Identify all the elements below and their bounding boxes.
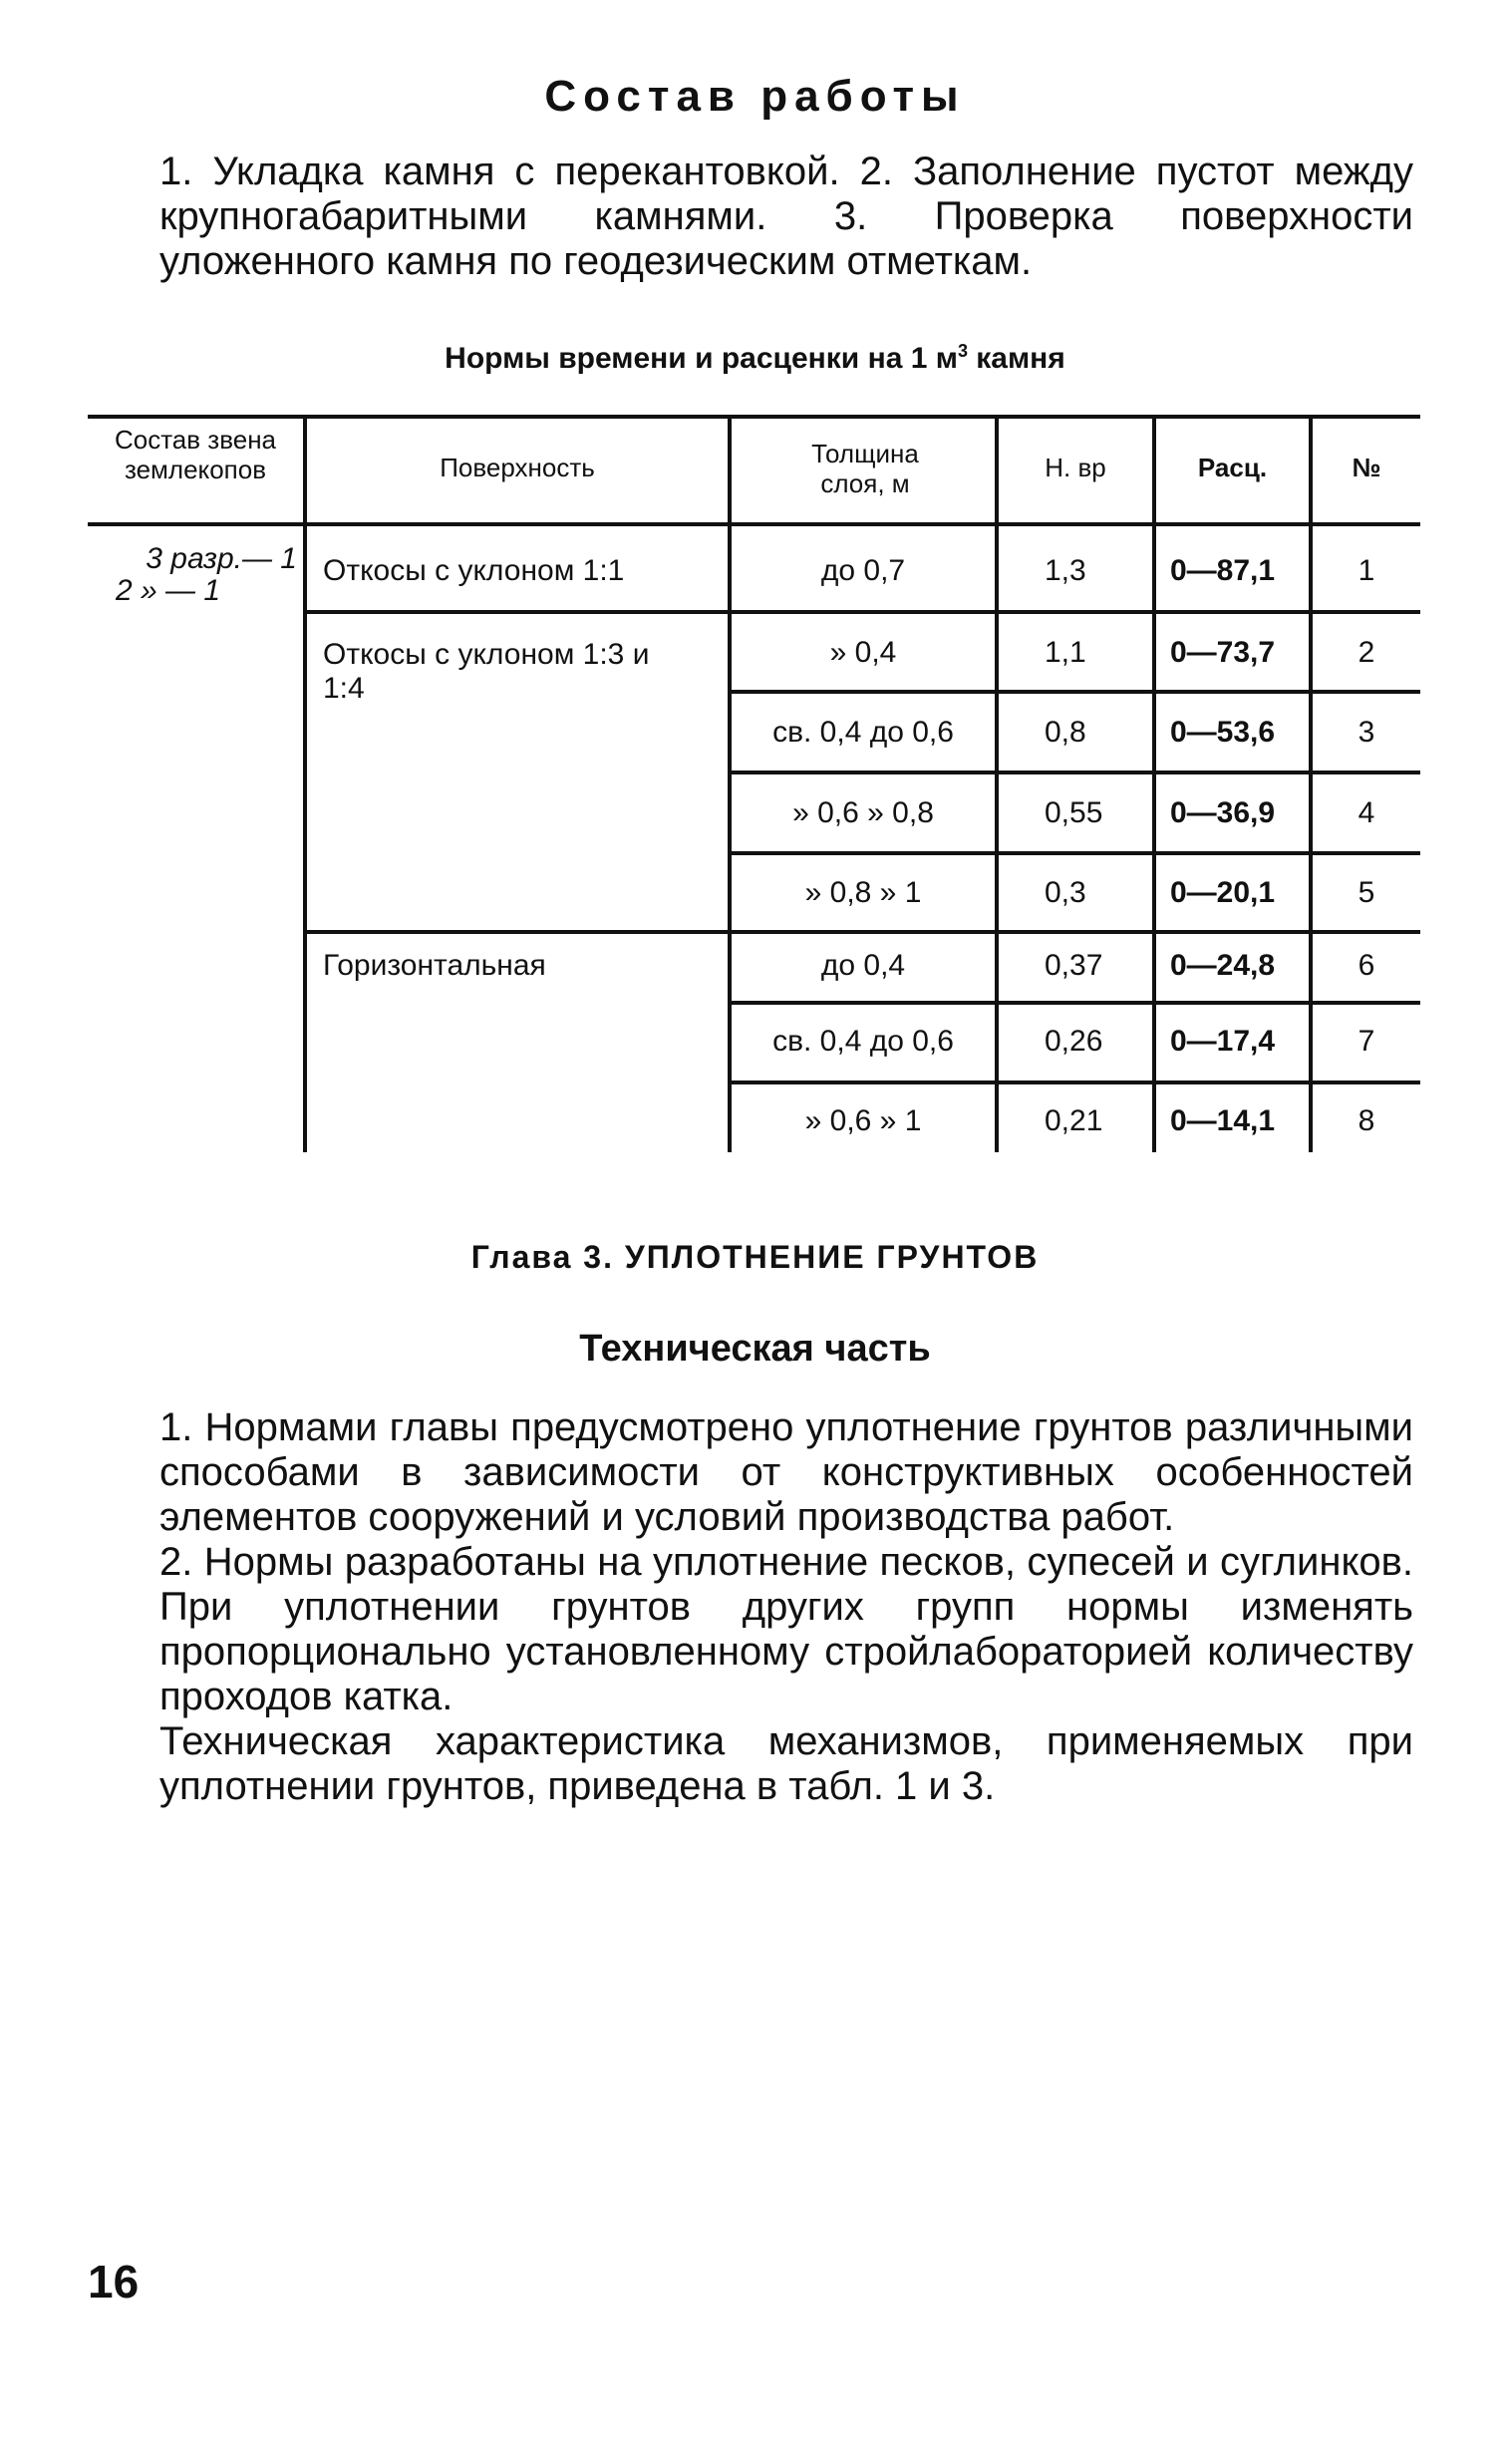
- header-rate: Расц.: [1197, 453, 1268, 482]
- surface-2: Откосы с уклоном 1:3 и 1:4: [323, 638, 650, 705]
- row-2-num: 2: [1358, 636, 1375, 669]
- row-2-thickness: » 0,4: [829, 636, 897, 669]
- work-description: [88, 150, 1413, 284]
- row-8-norm: 0,21: [1045, 1104, 1103, 1137]
- row-3-num: 3: [1358, 716, 1375, 749]
- crew-line-1: 3 разр.— 1: [146, 542, 297, 575]
- surface-1: Откосы с уклоном 1:1: [323, 554, 625, 587]
- row-1-thickness: до 0,7: [820, 554, 906, 587]
- row-1-norm: 1,3: [1045, 554, 1086, 587]
- paragraph-3: Техническая характеристика механизмов, применяемых при уплотнении грунтов, приведена в табл. 1 и 3.: [159, 1719, 1413, 1808]
- row-6-rate: 0—24,8: [1170, 949, 1276, 982]
- row-8-thickness: » 0,6 » 1: [804, 1104, 922, 1137]
- row-4-rate: 0—36,9: [1170, 796, 1276, 829]
- crew-line-2: 2 » — 1: [116, 574, 221, 607]
- section-title: Состав работы: [544, 72, 966, 121]
- row-5-rate: 0—20,1: [1170, 876, 1276, 909]
- row-6-norm: 0,37: [1045, 949, 1103, 982]
- header-num: №: [1352, 453, 1381, 482]
- row-8-rate: 0—14,1: [1170, 1104, 1276, 1137]
- paragraph-1: 1. Нормами главы предусмотрено уплотнение грунтов различными способами в зависимости от конструктивных особенностей элементов сооружений и условий производства работ.: [159, 1405, 1413, 1539]
- header-thickness: Толщина слоя, м: [811, 439, 919, 498]
- row-6-num: 6: [1358, 949, 1375, 982]
- work-description-text: 1. Укладка камня с перекантовкой. 2. Заполнение пустот между крупногабаритными камнями. 3. Проверка поверхности уложенного камня по геодезическим отметкам.: [159, 150, 1413, 283]
- chapter-subtitle: Техническая часть: [579, 1328, 931, 1370]
- paragraph-2: 2. Нормы разработаны на уплотнение песков, супесей и суглинков. При уплотнении грунтов других групп нормы изменять пропорционально установленному стройлабораторией количеству проходов катка.: [159, 1540, 1413, 1718]
- row-2-rate: 0—73,7: [1170, 636, 1276, 669]
- row-4-num: 4: [1358, 796, 1375, 829]
- table-caption: [0, 341, 1510, 376]
- row-5-norm: 0,3: [1045, 876, 1086, 909]
- row-5-thickness: » 0,8 » 1: [804, 876, 922, 909]
- table-caption-main: Нормы времени и расценки на 1 м: [445, 342, 958, 375]
- row-3-norm: 0,8: [1045, 716, 1086, 749]
- row-6-thickness: до 0,4: [820, 949, 906, 982]
- norms-table: [88, 415, 1420, 1152]
- row-7-num: 7: [1358, 1025, 1375, 1058]
- surface-3: Горизонтальная: [323, 949, 546, 982]
- row-8-num: 8: [1358, 1104, 1375, 1137]
- chapter-title: Глава 3. УПЛОТНЕНИЕ ГРУНТОВ: [470, 1239, 1040, 1275]
- table-caption-end: камня: [967, 342, 1065, 375]
- page-number: 16: [88, 2256, 140, 2308]
- row-7-thickness: св. 0,4 до 0,6: [772, 1025, 954, 1058]
- row-1-rate: 0—87,1: [1170, 554, 1276, 587]
- row-7-norm: 0,26: [1045, 1025, 1103, 1058]
- row-5-num: 5: [1358, 876, 1375, 909]
- chapter-paragraphs: [88, 1405, 1413, 1809]
- row-3-rate: 0—53,6: [1170, 716, 1276, 749]
- header-norm: Н. вр: [1045, 453, 1106, 482]
- header-crew: Состав звена землекопов: [114, 425, 277, 484]
- row-3-thickness: св. 0,4 до 0,6: [772, 716, 954, 749]
- row-4-norm: 0,55: [1045, 796, 1103, 829]
- header-surface: Поверхность: [440, 453, 595, 482]
- row-7-rate: 0—17,4: [1170, 1025, 1276, 1058]
- row-4-thickness: » 0,6 » 0,8: [792, 796, 934, 829]
- row-1-num: 1: [1358, 554, 1375, 587]
- table-caption-sup: 3: [957, 341, 968, 361]
- row-2-norm: 1,1: [1045, 636, 1086, 669]
